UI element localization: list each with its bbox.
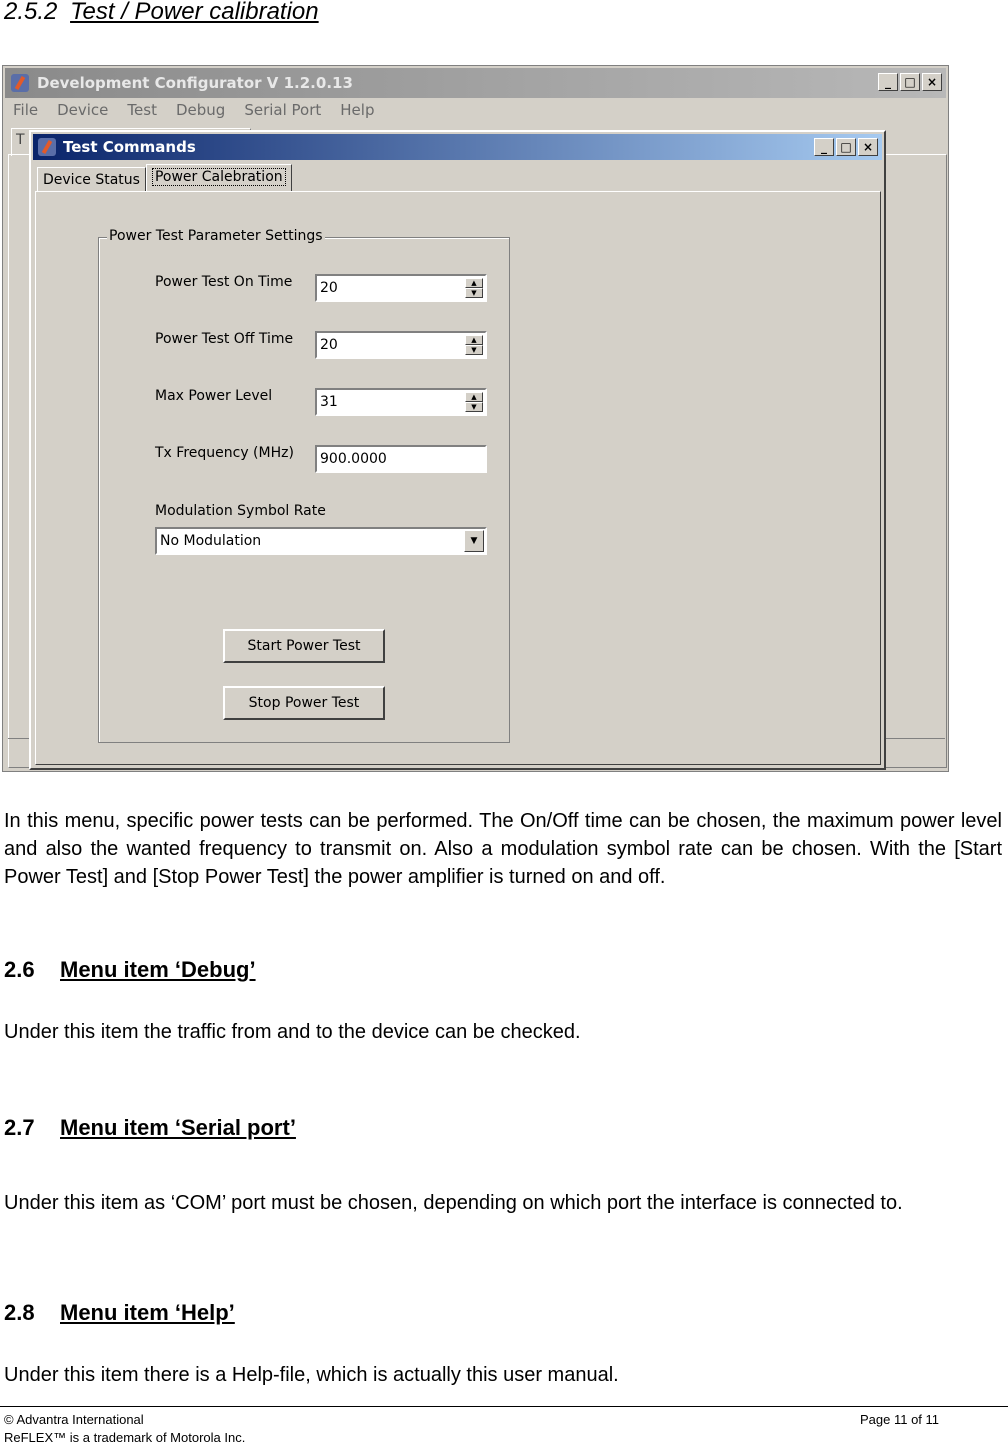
help-paragraph: Under this item there is a Help-file, which is actually this user manual. bbox=[4, 1364, 619, 1386]
tab-power-calibration-label: Power Calebration bbox=[152, 168, 286, 186]
menu-help[interactable]: Help bbox=[340, 101, 375, 119]
max-power-value: 31 bbox=[320, 394, 338, 410]
tab-device-status[interactable]: Device Status bbox=[37, 167, 146, 191]
close-icon[interactable]: × bbox=[858, 138, 878, 156]
off-time-value: 20 bbox=[320, 337, 338, 353]
serial-port-paragraph: Under this item as ‘COM’ port must be chosen, depending on which port the interface is connected to. bbox=[4, 1192, 903, 1214]
app-screenshot bbox=[2, 65, 949, 772]
background-tab[interactable]: T bbox=[11, 128, 251, 156]
max-power-spinner[interactable] bbox=[315, 388, 487, 416]
chevron-down-icon[interactable]: ▼ bbox=[464, 530, 484, 552]
modulation-label: Modulation Symbol Rate bbox=[155, 503, 326, 519]
heading-2-6 bbox=[4, 957, 256, 983]
section-title: Test / Power calibration bbox=[70, 0, 319, 25]
footer-trademark: ReFLEX™ is a trademark of Motorola Inc. bbox=[4, 1430, 246, 1445]
minimize-icon[interactable]: _ bbox=[878, 73, 898, 91]
dialog-tabs bbox=[37, 164, 292, 192]
spinner-arrows-icon[interactable]: ▲ ▼ bbox=[465, 392, 483, 412]
heading-number: 2.6 bbox=[4, 957, 35, 982]
tab-power-calibration[interactable] bbox=[146, 164, 292, 191]
section-number: 2.5.2 bbox=[4, 0, 58, 25]
modulation-value: No Modulation bbox=[160, 533, 262, 549]
menu-device[interactable]: Device bbox=[57, 101, 109, 119]
menu-serial-port[interactable]: Serial Port bbox=[244, 101, 322, 119]
on-time-spinner[interactable] bbox=[315, 274, 487, 302]
menu-test[interactable]: Test bbox=[127, 101, 157, 119]
app-title: Development Configurator V 1.2.0.13 bbox=[37, 74, 353, 92]
minimize-icon[interactable]: _ bbox=[814, 138, 834, 156]
app-window-controls bbox=[878, 73, 942, 91]
modulation-select[interactable] bbox=[155, 527, 487, 555]
heading-2-7 bbox=[4, 1115, 296, 1141]
spinner-arrows-icon[interactable]: ▲ ▼ bbox=[465, 335, 483, 355]
footer-copyright: © Advantra International bbox=[4, 1412, 144, 1427]
heading-title: Menu item ‘Debug’ bbox=[60, 957, 256, 982]
off-time-spinner[interactable] bbox=[315, 331, 487, 359]
group-label: Power Test Parameter Settings bbox=[109, 228, 323, 244]
debug-paragraph: Under this item the traffic from and to the device can be checked. bbox=[4, 1021, 581, 1043]
app-titlebar bbox=[5, 68, 946, 98]
section-heading-2-5-2 bbox=[4, 0, 319, 26]
close-icon[interactable]: × bbox=[922, 73, 942, 91]
heading-number: 2.8 bbox=[4, 1300, 35, 1325]
footer-page-number: Page 11 of 11 bbox=[860, 1412, 940, 1427]
tx-frequency-input[interactable] bbox=[315, 445, 487, 473]
stop-power-test-button[interactable]: Stop Power Test bbox=[223, 686, 385, 720]
heading-2-8 bbox=[4, 1300, 235, 1326]
description-paragraph: In this menu, specific power tests can be performed. The On/Off time can be chosen, the maximum power level and also the wanted frequency to transmit on. Also a modulation symbol rate can be chosen. With the [Start Power Test] and [Stop Power Test] the power amplifier is turned on and off. bbox=[4, 810, 1002, 888]
spinner-arrows-icon[interactable]: ▲ ▼ bbox=[465, 278, 483, 298]
heading-title: Menu item ‘Help’ bbox=[60, 1300, 235, 1325]
tx-frequency-label: Tx Frequency (MHz) bbox=[155, 445, 294, 461]
dialog-title: Test Commands bbox=[63, 138, 196, 156]
dialog-icon bbox=[38, 138, 56, 156]
heading-title: Menu item ‘Serial port’ bbox=[60, 1115, 296, 1140]
maximize-icon[interactable]: □ bbox=[836, 138, 856, 156]
app-icon bbox=[11, 74, 29, 92]
off-time-label: Power Test Off Time bbox=[155, 331, 294, 347]
dialog-titlebar bbox=[33, 134, 882, 160]
max-power-label: Max Power Level bbox=[155, 388, 273, 404]
menu-bar bbox=[13, 101, 374, 119]
tx-frequency-value: 900.0000 bbox=[320, 451, 387, 467]
on-time-label: Power Test On Time bbox=[155, 274, 293, 290]
power-test-group bbox=[98, 228, 510, 743]
maximize-icon[interactable]: □ bbox=[900, 73, 920, 91]
test-commands-dialog bbox=[29, 130, 886, 770]
tab-panel bbox=[35, 191, 881, 765]
start-power-test-button[interactable]: Start Power Test bbox=[223, 629, 385, 663]
menu-file[interactable]: File bbox=[13, 101, 39, 119]
footer-divider bbox=[0, 1406, 1008, 1407]
dialog-window-controls bbox=[814, 138, 878, 156]
on-time-value: 20 bbox=[320, 280, 338, 296]
menu-debug[interactable]: Debug bbox=[175, 101, 226, 119]
heading-number: 2.7 bbox=[4, 1115, 35, 1140]
